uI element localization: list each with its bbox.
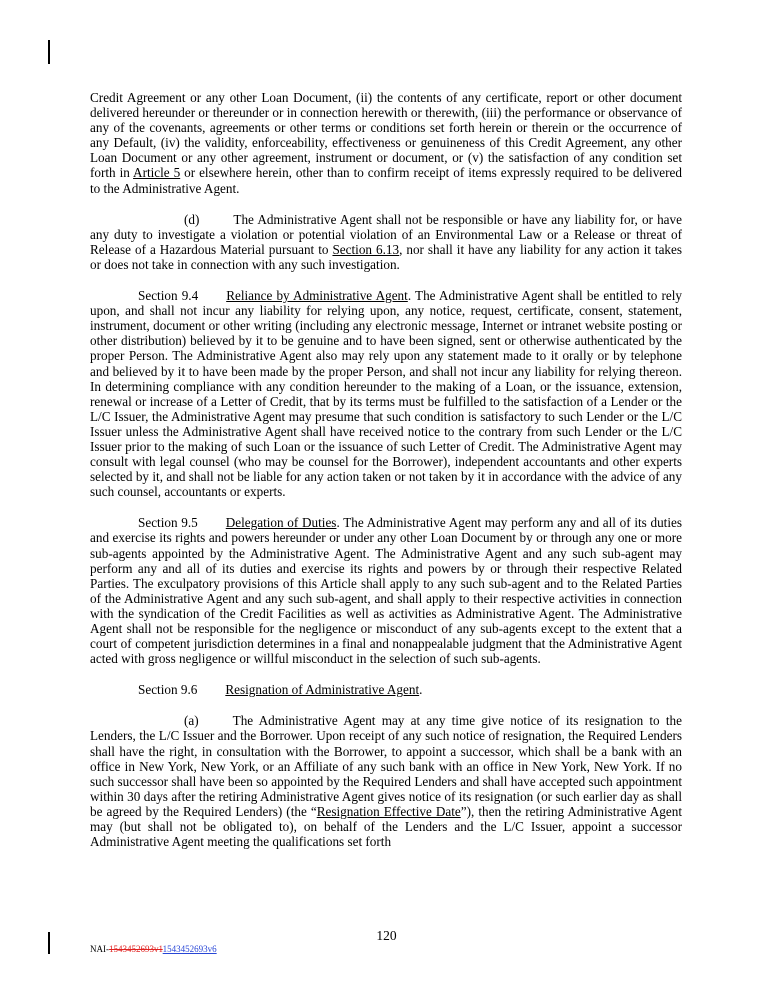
doc-id-inserted: 1543452693v6	[162, 944, 217, 954]
clause-label: (a)	[184, 713, 199, 729]
clause-label: (d)	[184, 211, 200, 227]
section-number: Section 9.5	[138, 515, 198, 531]
resignation-effective-date-term: Resignation Effective Date	[316, 803, 461, 819]
section-number: Section 9.4	[138, 288, 199, 304]
section-6-13-reference: Section 6.13	[332, 241, 400, 257]
section-title: Reliance by Administrative Agent	[226, 288, 408, 304]
page-number: 120	[376, 928, 397, 943]
document-id-footer	[90, 944, 217, 954]
document-body	[90, 90, 682, 865]
section-9-4: Section 9.4 Reliance by Administrative Agent. The Administrative Agent shall be entitled to rely upon, and shall not incur any liability for relying upon, any notice, request, certificate, consent, statement, instrument, document or other writing (including any electronic message, Internet or intranet website posting or other distribution) believed by it to be genuine and to have been signed, sent or otherwise authenticated by the proper Person. The Administrative Agent also may rely upon any statement made to it orally or by telephone and believed by it to have been made by the proper Person, and shall not incur any liability for relying thereon. In determining compliance with any condition hereunder to the making of a Loan, or the issuance, extension, renewal or increase of a Letter of Credit, that by its terms must be fulfilled to the satisfaction of a Lender or the L/C Issuer, the Administrative Agent may presume that such condition is satisfactory to such Lender or the L/C Issuer unless the Administrative Agent shall have received notice to the contrary from such Lender or the L/C Issuer prior to the making of such Loan or the issuance of such Letter of Credit. The Administrative Agent may consult with legal counsel (who may be counsel for the Borrower), independent accountants and other experts selected by it, and shall not be liable for any action taken or not taken by it in accordance with the advice of any such counsel, accountants or experts.	[90, 288, 683, 500]
doc-id-deleted: 1543452693v1	[109, 944, 163, 954]
section-9-6-heading: Section 9.6 Resignation of Administrative Agent.	[138, 682, 423, 698]
article-5-reference: Article 5	[133, 165, 181, 181]
section-title: Resignation of Administrative Agent	[225, 682, 420, 698]
paragraph-continuation: Credit Agreement or any other Loan Document, (ii) the contents of any certificate, report or other document delivered hereunder or thereunder or in connection herewith or therewith, (iii) the performance or observance of any of the covenants, agreements or other terms or conditions set forth herein or therein or the occurrence of any Default, (iv) the validity, enforceability, effectiveness or genuineness of this Credit Agreement, any other Loan Document or any other agreement, instrument or document, or (v) the satisfaction of any condition set forth in Article 5 or elsewhere herein, other than to confirm receipt of items expressly required to be delivered to the Administrative Agent.	[90, 90, 682, 196]
section-title: Delegation of Duties	[225, 515, 337, 531]
paragraph-d: (d) The Administrative Agent shall not be responsible or have any liability for, or have any duty to investigate a violation or potential violation of an Environmental Law or a Release or threat of Release of a Hazardous Material pursuant to Section 6.13, nor shall it have any liability for any action it takes or does not take in connection with any such investigation.	[90, 211, 683, 272]
section-9-5: Section 9.5 Delegation of Duties. The Administrative Agent may perform any and all of its duties and exercise its rights and powers hereunder or under any other Loan Document by or through any one or more sub-agents appointed by the Administrative Agent. The Administrative Agent and any such sub-agent may perform any and all of its duties and exercise its rights and powers by or through their respective Related Parties. The exculpatory provisions of this Article shall apply to any such sub-agent and to the Related Parties of the Administrative Agent and any such sub-agent, and shall apply to their respective activities in connection with the syndication of the Credit Facilities as well as activities as Administrative Agent. The Administrative Agent shall not be responsible for the negligence or misconduct of any sub-agents except to the extent that a court of competent jurisdiction determines in a final and nonappealable judgment that the Administrative Agent acted with gross negligence or willful misconduct in the selection of such sub-agents.	[90, 515, 682, 667]
paragraph-a: (a) The Administrative Agent may at any time give notice of its resignation to the Lenders, the L/C Issuer and the Borrower. Upon receipt of any such notice of resignation, the Required Lenders shall have the right, in consultation with the Borrower, to appoint a successor, which shall be a bank with an office in New York, New York, or an Affiliate of any such bank with an office in New York, New York. If no such successor shall have been so appointed by the Required Lenders and shall have accepted such appointment within 30 days after the retiring Administrative Agent gives notice of its resignation (or such earlier day as shall be agreed by the Required Lenders) (the “Resignation Effective Date”), then the retiring Administrative Agent may (but shall not be obligated to), on behalf of the Lenders and the L/C Issuer, appoint a successor Administrative Agent meeting the qualifications set forth	[90, 713, 683, 850]
section-number: Section 9.6	[138, 682, 198, 698]
doc-id-prefix: NAI-	[90, 944, 109, 954]
change-bar-top	[48, 40, 50, 64]
